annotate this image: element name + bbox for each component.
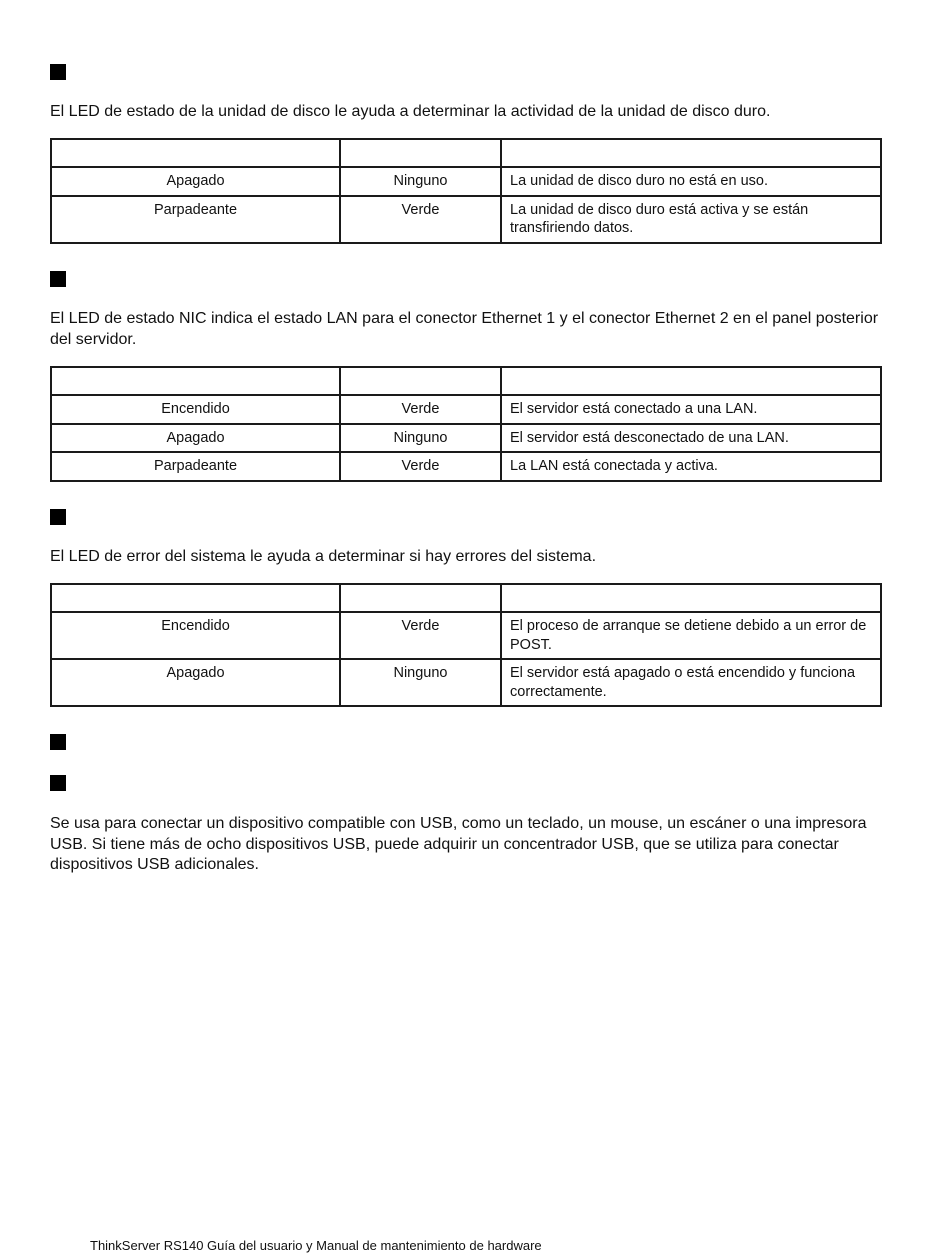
usb-description: Se usa para conectar un dispositivo compatible con USB, como un teclado, un mouse, un escáner o una impresora USB. Si tiene más de ocho dispositivos USB, puede adquirir un concentrador USB, que se utiliza para conectar dispositivos USB adicionales. [50, 815, 867, 873]
led-color-cell: Ninguno [340, 424, 501, 453]
section-marker-item-4 [50, 734, 66, 750]
led-state-cell: Encendido [51, 612, 340, 659]
led-state-cell: Apagado [51, 659, 340, 706]
led-state-cell: Apagado [51, 167, 340, 196]
disk-led-table [50, 138, 882, 244]
section-marker-disk-led [50, 64, 66, 80]
led-color-cell: Verde [340, 196, 501, 243]
table-header-cell [501, 367, 881, 395]
table-header-cell [340, 584, 501, 612]
led-color-cell: Verde [340, 452, 501, 481]
led-state-cell: Parpadeante [51, 196, 340, 243]
led-description-cell: El servidor está apagado o está encendido y funciona correctamente. [501, 659, 881, 706]
table-header-row [51, 139, 881, 167]
table-row [51, 424, 881, 453]
table-header-row [51, 584, 881, 612]
nic-led-table [50, 366, 882, 482]
led-description-cell: La unidad de disco duro está activa y se están transfiriendo datos. [501, 196, 881, 243]
led-color-cell: Ninguno [340, 659, 501, 706]
table-header-cell [51, 584, 340, 612]
table-header-row [51, 367, 881, 395]
nic-led-description: El LED de estado NIC indica el estado LAN para el conector Ethernet 1 y el conector Ethernet 2 en el panel posterior del servidor. [50, 310, 879, 348]
table-header-cell [51, 139, 340, 167]
led-description-cell: La LAN está conectada y activa. [501, 452, 881, 481]
table-header-cell [340, 367, 501, 395]
led-state-cell: Parpadeante [51, 452, 340, 481]
table-header-cell [51, 367, 340, 395]
section-marker-error-led [50, 509, 66, 525]
error-led-table [50, 583, 882, 707]
led-color-cell: Verde [340, 612, 501, 659]
section-marker-usb [50, 775, 66, 791]
table-header-cell [501, 139, 881, 167]
table-header-cell [501, 584, 881, 612]
section-marker-nic-led [50, 271, 66, 287]
led-state-cell: Encendido [51, 395, 340, 424]
led-color-cell: Verde [340, 395, 501, 424]
table-row [51, 452, 881, 481]
led-description-cell: El servidor está conectado a una LAN. [501, 395, 881, 424]
led-description-cell: La unidad de disco duro no está en uso. [501, 167, 881, 196]
table-row [51, 612, 881, 659]
table-row [51, 196, 881, 243]
table-row [51, 395, 881, 424]
led-description-cell: El proceso de arranque se detiene debido a un error de POST. [501, 612, 881, 659]
error-led-description: El LED de error del sistema le ayuda a determinar si hay errores del sistema. [50, 548, 597, 565]
table-row [51, 167, 881, 196]
led-state-cell: Apagado [51, 424, 340, 453]
table-header-cell [340, 139, 501, 167]
table-row [51, 659, 881, 706]
page-footer: ThinkServer RS140 Guía del usuario y Manual de mantenimiento de hardware [90, 1238, 542, 1253]
disk-led-description: El LED de estado de la unidad de disco le ayuda a determinar la actividad de la unidad de disco duro. [50, 103, 771, 120]
led-color-cell: Ninguno [340, 167, 501, 196]
led-description-cell: El servidor está desconectado de una LAN. [501, 424, 881, 453]
